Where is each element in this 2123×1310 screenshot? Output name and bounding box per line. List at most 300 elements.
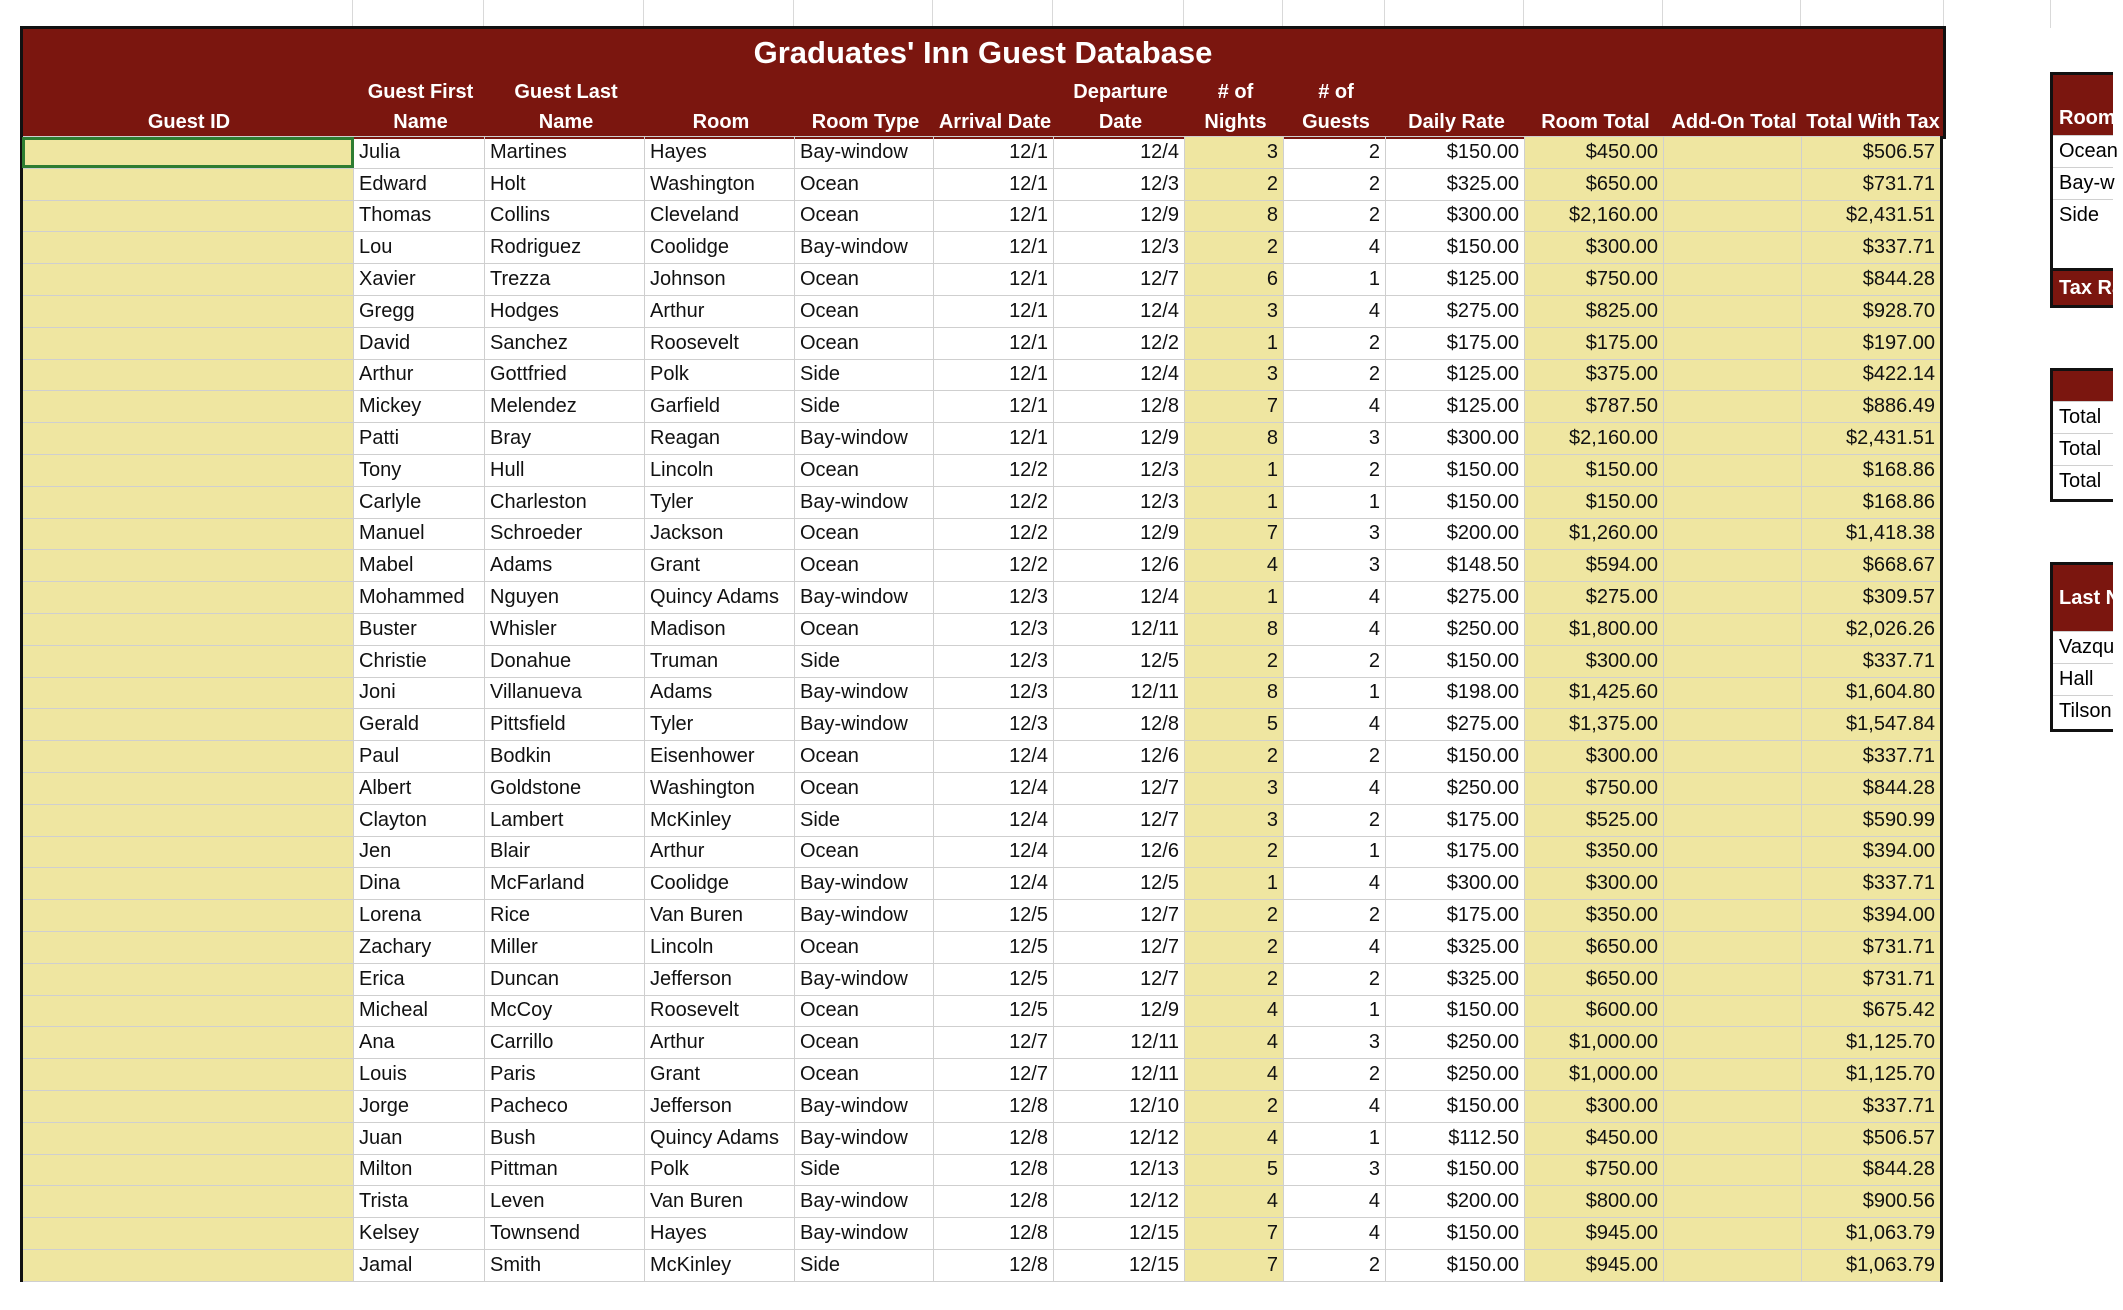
cell-guest-id[interactable] (22, 995, 354, 1027)
cell-room[interactable]: Grant (645, 550, 795, 582)
cell-last-name[interactable]: Hodges (485, 295, 645, 327)
cell-room-total[interactable]: $150.00 (1525, 486, 1664, 518)
cell-first-name[interactable]: Carlyle (354, 486, 485, 518)
cell-room-type[interactable]: Bay-window (795, 582, 934, 614)
cell-room-total[interactable]: $450.00 (1525, 1122, 1664, 1154)
cell-nights[interactable]: 1 (1185, 454, 1284, 486)
total-label-cell[interactable]: Total (2053, 433, 2113, 465)
cell-arrival-date[interactable]: 12/5 (934, 900, 1054, 932)
cell-nights[interactable]: 2 (1185, 836, 1284, 868)
cell-room[interactable]: Arthur (645, 1027, 795, 1059)
cell-last-name[interactable]: Sanchez (485, 327, 645, 359)
cell-arrival-date[interactable]: 12/1 (934, 359, 1054, 391)
cell-last-name[interactable]: Holt (485, 168, 645, 200)
cell-departure-date[interactable]: 12/5 (1054, 645, 1185, 677)
cell-guests[interactable]: 3 (1284, 423, 1386, 455)
header-room-type[interactable]: Room Type (811, 111, 920, 133)
cell-total-with-tax[interactable]: $422.14 (1802, 359, 1942, 391)
room-type-cell[interactable]: Ocean (2053, 135, 2113, 167)
cell-daily-rate[interactable]: $200.00 (1386, 1186, 1525, 1218)
cell-last-name[interactable]: Smith (485, 1249, 645, 1281)
cell-daily-rate[interactable]: $150.00 (1386, 454, 1525, 486)
cell-guests[interactable]: 4 (1284, 868, 1386, 900)
cell-room-type[interactable]: Bay-window (795, 677, 934, 709)
cell-arrival-date[interactable]: 12/2 (934, 454, 1054, 486)
cell-departure-date[interactable]: 12/7 (1054, 772, 1185, 804)
cell-addon-total[interactable] (1664, 1186, 1802, 1218)
cell-room[interactable]: Arthur (645, 295, 795, 327)
cell-first-name[interactable]: Lorena (354, 900, 485, 932)
cell-addon-total[interactable] (1664, 550, 1802, 582)
cell-room-total[interactable]: $800.00 (1525, 1186, 1664, 1218)
cell-nights[interactable]: 2 (1185, 741, 1284, 773)
cell-first-name[interactable]: Patti (354, 423, 485, 455)
cell-room[interactable]: Jefferson (645, 963, 795, 995)
cell-first-name[interactable]: Lou (354, 232, 485, 264)
cell-total-with-tax[interactable]: $928.70 (1802, 295, 1942, 327)
cell-total-with-tax[interactable]: $394.00 (1802, 900, 1942, 932)
cell-first-name[interactable]: Xavier (354, 264, 485, 296)
cell-guests[interactable]: 2 (1284, 963, 1386, 995)
cell-arrival-date[interactable]: 12/1 (934, 137, 1054, 169)
cell-arrival-date[interactable]: 12/1 (934, 327, 1054, 359)
cell-room-type[interactable]: Side (795, 645, 934, 677)
cell-room-type[interactable]: Side (795, 391, 934, 423)
cell-last-name[interactable]: Paris (485, 1059, 645, 1091)
cell-total-with-tax[interactable]: $168.86 (1802, 486, 1942, 518)
cell-total-with-tax[interactable]: $1,125.70 (1802, 1059, 1942, 1091)
cell-first-name[interactable]: Mohammed (354, 582, 485, 614)
cell-guest-id[interactable] (22, 645, 354, 677)
guest-data-grid[interactable] (20, 136, 1943, 1282)
cell-first-name[interactable]: Paul (354, 741, 485, 773)
cell-room-type[interactable]: Bay-window (795, 868, 934, 900)
cell-last-name[interactable]: Rice (485, 900, 645, 932)
cell-nights[interactable]: 2 (1185, 963, 1284, 995)
cell-guests[interactable]: 1 (1284, 486, 1386, 518)
cell-room-type[interactable]: Ocean (795, 518, 934, 550)
cell-room-total[interactable]: $275.00 (1525, 582, 1664, 614)
cell-first-name[interactable]: Gregg (354, 295, 485, 327)
cell-nights[interactable]: 4 (1185, 995, 1284, 1027)
cell-total-with-tax[interactable]: $197.00 (1802, 327, 1942, 359)
cell-last-name[interactable]: Blair (485, 836, 645, 868)
cell-room-total[interactable]: $300.00 (1525, 645, 1664, 677)
cell-last-name[interactable]: Pacheco (485, 1090, 645, 1122)
cell-guest-id[interactable] (22, 1027, 354, 1059)
cell-guests[interactable]: 2 (1284, 454, 1386, 486)
cell-last-name[interactable]: Townsend (485, 1218, 645, 1250)
cell-addon-total[interactable] (1664, 582, 1802, 614)
cell-total-with-tax[interactable]: $394.00 (1802, 836, 1942, 868)
cell-room[interactable]: Coolidge (645, 232, 795, 264)
cell-last-name[interactable]: Carrillo (485, 1027, 645, 1059)
cell-guest-id[interactable] (22, 963, 354, 995)
cell-nights[interactable]: 7 (1185, 1218, 1284, 1250)
cell-daily-rate[interactable]: $250.00 (1386, 1059, 1525, 1091)
cell-guests[interactable]: 2 (1284, 137, 1386, 169)
cell-room-total[interactable]: $1,000.00 (1525, 1059, 1664, 1091)
cell-first-name[interactable]: Dina (354, 868, 485, 900)
cell-room-type[interactable]: Bay-window (795, 709, 934, 741)
cell-last-name[interactable]: Leven (485, 1186, 645, 1218)
cell-room-type[interactable]: Bay-window (795, 423, 934, 455)
cell-room-total[interactable]: $750.00 (1525, 264, 1664, 296)
cell-arrival-date[interactable]: 12/5 (934, 931, 1054, 963)
cell-last-name[interactable]: Goldstone (485, 772, 645, 804)
cell-guest-id[interactable] (22, 1218, 354, 1250)
cell-departure-date[interactable]: 12/7 (1054, 900, 1185, 932)
cell-room-type[interactable]: Bay-window (795, 232, 934, 264)
cell-total-with-tax[interactable]: $1,547.84 (1802, 709, 1942, 741)
cell-room-type[interactable]: Ocean (795, 613, 934, 645)
cell-room-total[interactable]: $594.00 (1525, 550, 1664, 582)
cell-arrival-date[interactable]: 12/7 (934, 1027, 1054, 1059)
header-room-total[interactable]: Room Total (1541, 111, 1650, 133)
cell-daily-rate[interactable]: $150.00 (1386, 486, 1525, 518)
cell-room-total[interactable]: $787.50 (1525, 391, 1664, 423)
cell-room-total[interactable]: $300.00 (1525, 868, 1664, 900)
cell-nights[interactable]: 7 (1185, 518, 1284, 550)
cell-last-name[interactable]: Charleston (485, 486, 645, 518)
cell-last-name[interactable]: Pittsfield (485, 709, 645, 741)
cell-arrival-date[interactable]: 12/4 (934, 772, 1054, 804)
cell-total-with-tax[interactable]: $337.71 (1802, 868, 1942, 900)
cell-first-name[interactable]: Trista (354, 1186, 485, 1218)
cell-room[interactable]: Coolidge (645, 868, 795, 900)
cell-guest-id[interactable] (22, 677, 354, 709)
cell-arrival-date[interactable]: 12/3 (934, 582, 1054, 614)
cell-arrival-date[interactable]: 12/2 (934, 550, 1054, 582)
cell-departure-date[interactable]: 12/7 (1054, 264, 1185, 296)
cell-daily-rate[interactable]: $325.00 (1386, 931, 1525, 963)
cell-last-name[interactable]: Collins (485, 200, 645, 232)
cell-nights[interactable]: 8 (1185, 200, 1284, 232)
cell-addon-total[interactable] (1664, 486, 1802, 518)
cell-guest-id[interactable] (22, 264, 354, 296)
cell-guest-id[interactable] (22, 1154, 354, 1186)
cell-nights[interactable]: 5 (1185, 1154, 1284, 1186)
cell-room-total[interactable]: $1,425.60 (1525, 677, 1664, 709)
cell-room-type[interactable]: Bay-window (795, 963, 934, 995)
cell-departure-date[interactable]: 12/7 (1054, 963, 1185, 995)
cell-departure-date[interactable]: 12/13 (1054, 1154, 1185, 1186)
cell-guest-id[interactable] (22, 900, 354, 932)
cell-departure-date[interactable]: 12/3 (1054, 454, 1185, 486)
cell-arrival-date[interactable]: 12/8 (934, 1090, 1054, 1122)
cell-total-with-tax[interactable]: $886.49 (1802, 391, 1942, 423)
cell-last-name[interactable]: Lambert (485, 804, 645, 836)
cell-addon-total[interactable] (1664, 327, 1802, 359)
cell-room-type[interactable]: Ocean (795, 200, 934, 232)
cell-total-with-tax[interactable]: $506.57 (1802, 137, 1942, 169)
cell-guests[interactable]: 4 (1284, 232, 1386, 264)
cell-room-total[interactable]: $300.00 (1525, 741, 1664, 773)
cell-guest-id[interactable] (22, 931, 354, 963)
cell-first-name[interactable]: Jamal (354, 1249, 485, 1281)
cell-first-name[interactable]: Erica (354, 963, 485, 995)
cell-addon-total[interactable] (1664, 1218, 1802, 1250)
total-label-cell[interactable]: Total (2053, 465, 2113, 497)
lastname-cell[interactable]: Vazqu (2053, 631, 2113, 663)
cell-room[interactable]: Tyler (645, 486, 795, 518)
header-nights[interactable] (1186, 77, 1285, 137)
cell-daily-rate[interactable]: $175.00 (1386, 327, 1525, 359)
cell-guest-id[interactable] (22, 772, 354, 804)
cell-guests[interactable]: 4 (1284, 1186, 1386, 1218)
cell-guests[interactable]: 4 (1284, 295, 1386, 327)
cell-first-name[interactable]: Christie (354, 645, 485, 677)
cell-nights[interactable]: 6 (1185, 264, 1284, 296)
cell-total-with-tax[interactable]: $168.86 (1802, 454, 1942, 486)
cell-nights[interactable]: 4 (1185, 1186, 1284, 1218)
cell-arrival-date[interactable]: 12/8 (934, 1154, 1054, 1186)
cell-room[interactable]: Johnson (645, 264, 795, 296)
cell-guests[interactable]: 4 (1284, 391, 1386, 423)
cell-guests[interactable]: 4 (1284, 1218, 1386, 1250)
cell-last-name[interactable]: Bush (485, 1122, 645, 1154)
cell-room-total[interactable]: $350.00 (1525, 836, 1664, 868)
cell-total-with-tax[interactable]: $1,063.79 (1802, 1249, 1942, 1281)
cell-departure-date[interactable]: 12/8 (1054, 709, 1185, 741)
header-addon-total[interactable]: Add-On Total (1671, 111, 1797, 133)
cell-guests[interactable]: 1 (1284, 995, 1386, 1027)
cell-last-name[interactable]: Nguyen (485, 582, 645, 614)
cell-guest-id[interactable] (22, 423, 354, 455)
cell-daily-rate[interactable]: $300.00 (1386, 868, 1525, 900)
cell-guest-id[interactable] (22, 518, 354, 550)
cell-daily-rate[interactable]: $150.00 (1386, 1154, 1525, 1186)
cell-arrival-date[interactable]: 12/1 (934, 264, 1054, 296)
cell-room[interactable]: Polk (645, 359, 795, 391)
cell-daily-rate[interactable]: $175.00 (1386, 804, 1525, 836)
cell-departure-date[interactable]: 12/12 (1054, 1186, 1185, 1218)
cell-room[interactable]: Van Buren (645, 900, 795, 932)
cell-daily-rate[interactable]: $150.00 (1386, 995, 1525, 1027)
cell-last-name[interactable]: Trezza (485, 264, 645, 296)
cell-addon-total[interactable] (1664, 931, 1802, 963)
cell-addon-total[interactable] (1664, 836, 1802, 868)
header-departure-date[interactable] (1055, 77, 1186, 137)
cell-last-name[interactable]: Schroeder (485, 518, 645, 550)
cell-daily-rate[interactable]: $125.00 (1386, 264, 1525, 296)
cell-last-name[interactable]: Rodriguez (485, 232, 645, 264)
cell-departure-date[interactable]: 12/15 (1054, 1218, 1185, 1250)
cell-arrival-date[interactable]: 12/7 (934, 1059, 1054, 1091)
cell-guest-id[interactable] (22, 741, 354, 773)
cell-nights[interactable]: 3 (1185, 359, 1284, 391)
cell-arrival-date[interactable]: 12/2 (934, 486, 1054, 518)
cell-addon-total[interactable] (1664, 359, 1802, 391)
cell-first-name[interactable]: Albert (354, 772, 485, 804)
cell-departure-date[interactable]: 12/4 (1054, 137, 1185, 169)
cell-room-type[interactable]: Ocean (795, 295, 934, 327)
cell-arrival-date[interactable]: 12/5 (934, 995, 1054, 1027)
cell-guests[interactable]: 1 (1284, 677, 1386, 709)
cell-guest-id[interactable] (22, 1122, 354, 1154)
cell-arrival-date[interactable]: 12/8 (934, 1186, 1054, 1218)
cell-room-type[interactable]: Ocean (795, 741, 934, 773)
cell-addon-total[interactable] (1664, 709, 1802, 741)
cell-arrival-date[interactable]: 12/5 (934, 963, 1054, 995)
cell-guests[interactable]: 1 (1284, 264, 1386, 296)
cell-arrival-date[interactable]: 12/1 (934, 232, 1054, 264)
cell-room-total[interactable]: $350.00 (1525, 900, 1664, 932)
cell-total-with-tax[interactable]: $590.99 (1802, 804, 1942, 836)
cell-room[interactable]: Reagan (645, 423, 795, 455)
cell-arrival-date[interactable]: 12/1 (934, 200, 1054, 232)
cell-departure-date[interactable]: 12/7 (1054, 931, 1185, 963)
cell-daily-rate[interactable]: $200.00 (1386, 518, 1525, 550)
cell-room-type[interactable]: Bay-window (795, 137, 934, 169)
cell-room-type[interactable]: Ocean (795, 264, 934, 296)
cell-last-name[interactable]: Melendez (485, 391, 645, 423)
cell-first-name[interactable]: Manuel (354, 518, 485, 550)
cell-departure-date[interactable]: 12/3 (1054, 232, 1185, 264)
cell-daily-rate[interactable]: $150.00 (1386, 1249, 1525, 1281)
cell-total-with-tax[interactable]: $1,418.38 (1802, 518, 1942, 550)
cell-guests[interactable]: 2 (1284, 900, 1386, 932)
cell-nights[interactable]: 5 (1185, 709, 1284, 741)
cell-total-with-tax[interactable]: $900.56 (1802, 1186, 1942, 1218)
cell-daily-rate[interactable]: $112.50 (1386, 1122, 1525, 1154)
cell-arrival-date[interactable]: 12/3 (934, 613, 1054, 645)
cell-departure-date[interactable]: 12/6 (1054, 836, 1185, 868)
cell-first-name[interactable]: Arthur (354, 359, 485, 391)
cell-total-with-tax[interactable]: $337.71 (1802, 645, 1942, 677)
cell-room[interactable]: Arthur (645, 836, 795, 868)
cell-nights[interactable]: 2 (1185, 931, 1284, 963)
cell-first-name[interactable]: Buster (354, 613, 485, 645)
cell-guests[interactable]: 4 (1284, 709, 1386, 741)
cell-daily-rate[interactable]: $250.00 (1386, 1027, 1525, 1059)
cell-nights[interactable]: 7 (1185, 391, 1284, 423)
cell-daily-rate[interactable]: $150.00 (1386, 645, 1525, 677)
cell-room[interactable]: Van Buren (645, 1186, 795, 1218)
cell-addon-total[interactable] (1664, 1122, 1802, 1154)
cell-room-type[interactable]: Ocean (795, 836, 934, 868)
cell-guest-id[interactable] (22, 613, 354, 645)
cell-departure-date[interactable]: 12/7 (1054, 804, 1185, 836)
cell-room-type[interactable]: Ocean (795, 454, 934, 486)
cell-guests[interactable]: 4 (1284, 931, 1386, 963)
cell-room-type[interactable]: Bay-window (795, 1090, 934, 1122)
cell-room-type[interactable]: Side (795, 359, 934, 391)
cell-room[interactable]: Quincy Adams (645, 582, 795, 614)
cell-nights[interactable]: 1 (1185, 868, 1284, 900)
cell-guests[interactable]: 3 (1284, 518, 1386, 550)
cell-room[interactable]: Adams (645, 677, 795, 709)
cell-room-total[interactable]: $1,375.00 (1525, 709, 1664, 741)
cell-arrival-date[interactable]: 12/3 (934, 709, 1054, 741)
cell-guests[interactable]: 2 (1284, 1249, 1386, 1281)
cell-guest-id[interactable] (22, 454, 354, 486)
cell-nights[interactable]: 8 (1185, 613, 1284, 645)
cell-room-total[interactable]: $375.00 (1525, 359, 1664, 391)
cell-last-name[interactable]: Duncan (485, 963, 645, 995)
cell-guest-id[interactable] (22, 359, 354, 391)
header-total-with-tax[interactable]: Total With Tax (1806, 111, 1940, 133)
cell-total-with-tax[interactable]: $668.67 (1802, 550, 1942, 582)
cell-first-name[interactable]: Louis (354, 1059, 485, 1091)
cell-room-total[interactable]: $750.00 (1525, 1154, 1664, 1186)
cell-room-type[interactable]: Ocean (795, 772, 934, 804)
cell-total-with-tax[interactable]: $2,431.51 (1802, 423, 1942, 455)
cell-departure-date[interactable]: 12/11 (1054, 1027, 1185, 1059)
cell-guest-id[interactable] (22, 1059, 354, 1091)
cell-departure-date[interactable]: 12/3 (1054, 168, 1185, 200)
cell-daily-rate[interactable]: $150.00 (1386, 1218, 1525, 1250)
cell-departure-date[interactable]: 12/5 (1054, 868, 1185, 900)
cell-room-total[interactable]: $1,260.00 (1525, 518, 1664, 550)
cell-guests[interactable]: 3 (1284, 1027, 1386, 1059)
cell-arrival-date[interactable]: 12/8 (934, 1249, 1054, 1281)
room-type-cell[interactable]: Bay-w (2053, 167, 2113, 199)
cell-room[interactable]: Grant (645, 1059, 795, 1091)
cell-room[interactable]: Tyler (645, 709, 795, 741)
header-last-name[interactable] (486, 77, 646, 137)
cell-departure-date[interactable]: 12/9 (1054, 518, 1185, 550)
cell-departure-date[interactable]: 12/9 (1054, 200, 1185, 232)
cell-total-with-tax[interactable]: $844.28 (1802, 264, 1942, 296)
cell-first-name[interactable]: David (354, 327, 485, 359)
cell-last-name[interactable]: Hull (485, 454, 645, 486)
cell-guest-id[interactable] (22, 582, 354, 614)
cell-arrival-date[interactable]: 12/1 (934, 295, 1054, 327)
cell-room[interactable]: Lincoln (645, 931, 795, 963)
cell-room-total[interactable]: $945.00 (1525, 1249, 1664, 1281)
cell-daily-rate[interactable]: $250.00 (1386, 613, 1525, 645)
cell-daily-rate[interactable]: $150.00 (1386, 137, 1525, 169)
cell-room-type[interactable]: Ocean (795, 168, 934, 200)
cell-last-name[interactable]: Martines (485, 137, 645, 169)
cell-last-name[interactable]: McCoy (485, 995, 645, 1027)
cell-last-name[interactable]: Pittman (485, 1154, 645, 1186)
cell-arrival-date[interactable]: 12/8 (934, 1122, 1054, 1154)
lastname-cell[interactable]: Hall (2053, 663, 2113, 695)
cell-departure-date[interactable]: 12/6 (1054, 550, 1185, 582)
cell-guest-id[interactable] (22, 327, 354, 359)
cell-room-type[interactable]: Ocean (795, 1059, 934, 1091)
cell-nights[interactable]: 1 (1185, 327, 1284, 359)
cell-departure-date[interactable]: 12/12 (1054, 1122, 1185, 1154)
cell-room[interactable]: Washington (645, 168, 795, 200)
cell-nights[interactable]: 2 (1185, 168, 1284, 200)
cell-first-name[interactable]: Kelsey (354, 1218, 485, 1250)
cell-total-with-tax[interactable]: $844.28 (1802, 1154, 1942, 1186)
header-guest-id[interactable]: Guest ID (147, 111, 231, 133)
cell-daily-rate[interactable]: $148.50 (1386, 550, 1525, 582)
cell-last-name[interactable]: Whisler (485, 613, 645, 645)
cell-room-total[interactable]: $750.00 (1525, 772, 1664, 804)
cell-last-name[interactable]: McFarland (485, 868, 645, 900)
cell-departure-date[interactable]: 12/11 (1054, 677, 1185, 709)
cell-departure-date[interactable]: 12/2 (1054, 327, 1185, 359)
cell-guest-id[interactable] (22, 486, 354, 518)
cell-daily-rate[interactable]: $300.00 (1386, 423, 1525, 455)
cell-arrival-date[interactable]: 12/3 (934, 645, 1054, 677)
cell-daily-rate[interactable]: $325.00 (1386, 963, 1525, 995)
cell-nights[interactable]: 2 (1185, 1090, 1284, 1122)
cell-addon-total[interactable] (1664, 963, 1802, 995)
cell-nights[interactable]: 4 (1185, 550, 1284, 582)
cell-room[interactable]: McKinley (645, 804, 795, 836)
cell-first-name[interactable]: Joni (354, 677, 485, 709)
cell-arrival-date[interactable]: 12/1 (934, 168, 1054, 200)
cell-room-type[interactable]: Bay-window (795, 900, 934, 932)
cell-guests[interactable]: 2 (1284, 1059, 1386, 1091)
header-room[interactable]: Room (692, 111, 750, 133)
